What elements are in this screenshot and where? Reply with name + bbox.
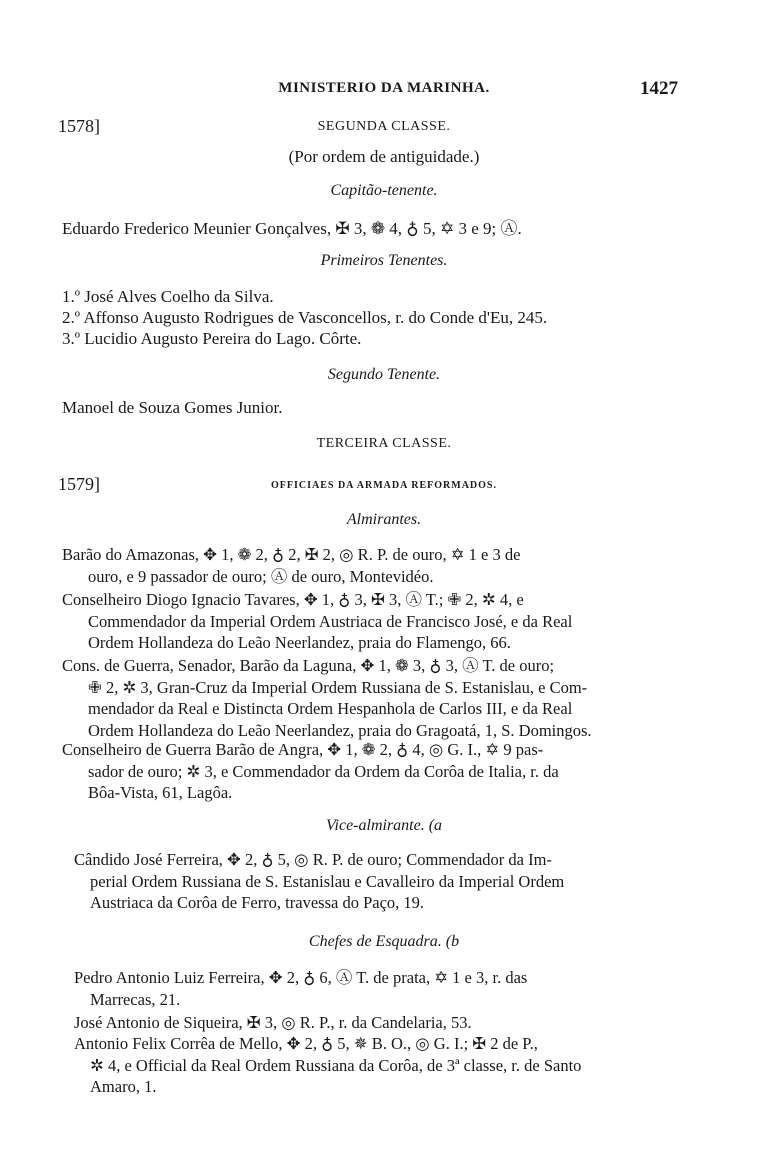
heading-primeiros-tenentes: Primeiros Tenentes.: [320, 252, 448, 269]
heading-officiaes-reformados: OFFICIAES DA ARMADA REFORMADOS.: [270, 480, 497, 491]
entry-line: Cons. de Guerra, Senador, Barão da Laguna, ✥ 1, ❁ 3, ♁ 3, Ⓐ T. de ouro;: [62, 656, 555, 675]
running-head: MINISTERIO DA MARINHA.: [278, 80, 490, 96]
entry-line: Cândido José Ferreira, ✥ 2, ♁ 5, ◎ R. P. de ouro; Commendador da Im-: [74, 850, 552, 869]
entry-line: Austriaca da Corôa de Ferro, travessa do Paço, 19.: [90, 893, 425, 912]
entry-line: Marrecas, 21.: [90, 989, 181, 1009]
heading-chefes-esquadra: Chefes de Esquadra. (b: [308, 933, 460, 950]
heading-vice-almirante: Vice-almirante. (a: [325, 817, 443, 834]
heading-almirantes: Almirantes.: [346, 511, 422, 528]
entry-chefe-2: [74, 1012, 710, 1034]
classe-heading-segunda: SEGUNDA CLASSE.: [317, 119, 451, 134]
entry-almirante-2: [62, 589, 710, 654]
heading-capitao-tenente: Capitão-tenente.: [330, 182, 438, 199]
entry-line: Amaro, 1.: [90, 1077, 157, 1096]
entry-chefe-3: [74, 1033, 710, 1098]
entry-almirante-4: [62, 739, 710, 804]
entry-almirante-3: [62, 655, 710, 741]
entry-line: ✙ 2, ✲ 3, Gran-Cruz da Imperial Ordem Russiana de S. Estanislau, e Com-: [88, 677, 588, 697]
entry-line: sador de ouro; ✲ 3, e Commendador da Ordem da Corôa de Italia, r. da: [88, 761, 559, 781]
entry-primeiro-3: 3.º Lucidio Augusto Pereira do Lago. Côrte.: [62, 329, 362, 348]
entry-primeiro-1: 1.º José Alves Coelho da Silva.: [62, 287, 274, 306]
entry-line: mendador da Real e Distincta Ordem Hespanhola de Carlos III, e da Real: [88, 699, 573, 718]
page-number: 1427: [640, 78, 678, 99]
entry-line: Barão do Amazonas, ✥ 1, ❁ 2, ♁ 2, ✠ 2, ◎ R. P. de ouro, ✡ 1 e 3 de: [62, 545, 521, 564]
heading-segundo-tenente: Segundo Tenente.: [327, 366, 441, 383]
classe-heading-terceira: TERCEIRA CLASSE.: [316, 436, 452, 451]
entry-almirante-1: [62, 544, 710, 587]
entry-line: José Antonio de Siqueira, ✠ 3, ◎ R. P., r. da Candelaria, 53.: [74, 1013, 472, 1032]
entry-line: ✲ 4, e Official da Real Ordem Russiana da Corôa, de 3ª classe, r. de Santo: [90, 1055, 582, 1075]
entry-line: Ordem Hollandeza do Leão Neerlandez, praia do Gragoatá, 1, S. Domingos.: [88, 720, 592, 740]
entry-line: Conselheiro Diogo Ignacio Tavares, ✥ 1, ♁ 3, ✠ 3, Ⓐ T.; ✙ 2, ✲ 4, e: [62, 590, 524, 609]
entry-capitao: Eduardo Frederico Meunier Gonçalves, ✠ 3, ❁ 4, ♁ 5, ✡ 3 e 9; Ⓐ.: [62, 219, 522, 238]
subtitle-antiguidade: (Por ordem de antiguidade.): [288, 147, 480, 166]
entry-primeiro-2: 2.º Affonso Augusto Rodrigues de Vasconcellos, r. do Conde d'Eu, 245.: [62, 308, 548, 327]
entry-chefe-1: [74, 967, 710, 1010]
entry-line: perial Ordem Russiana de S. Estanislau e Cavalleiro da Imperial Ordem: [90, 871, 565, 891]
entry-line: ouro, e 9 passador de ouro; Ⓐ de ouro, Montevidéo.: [88, 566, 434, 586]
entry-line: Bôa-Vista, 61, Lagôa.: [88, 783, 233, 802]
entry-line: Antonio Felix Corrêa de Mello, ✥ 2, ♁ 5, ✵ B. O., ◎ G. I.; ✠ 2 de P.,: [74, 1034, 538, 1053]
entry-line: Pedro Antonio Luiz Ferreira, ✥ 2, ♁ 6, Ⓐ T. de prata, ✡ 1 e 3, r. das: [74, 968, 528, 987]
entry-line: Ordem Hollandeza do Leão Neerlandez, praia do Flamengo, 66.: [88, 633, 511, 652]
entry-vice-1: [74, 849, 710, 914]
section-marker-1578: 1578]: [58, 116, 100, 136]
entry-segundo: Manoel de Souza Gomes Junior.: [62, 398, 283, 417]
entry-line: Conselheiro de Guerra Barão de Angra, ✥ 1, ❁ 2, ♁ 4, ◎ G. I., ✡ 9 pas-: [62, 740, 544, 759]
section-marker-1579: 1579]: [58, 474, 100, 494]
entry-line: Commendador da Imperial Ordem Austriaca de Francisco José, e da Real: [88, 611, 573, 631]
